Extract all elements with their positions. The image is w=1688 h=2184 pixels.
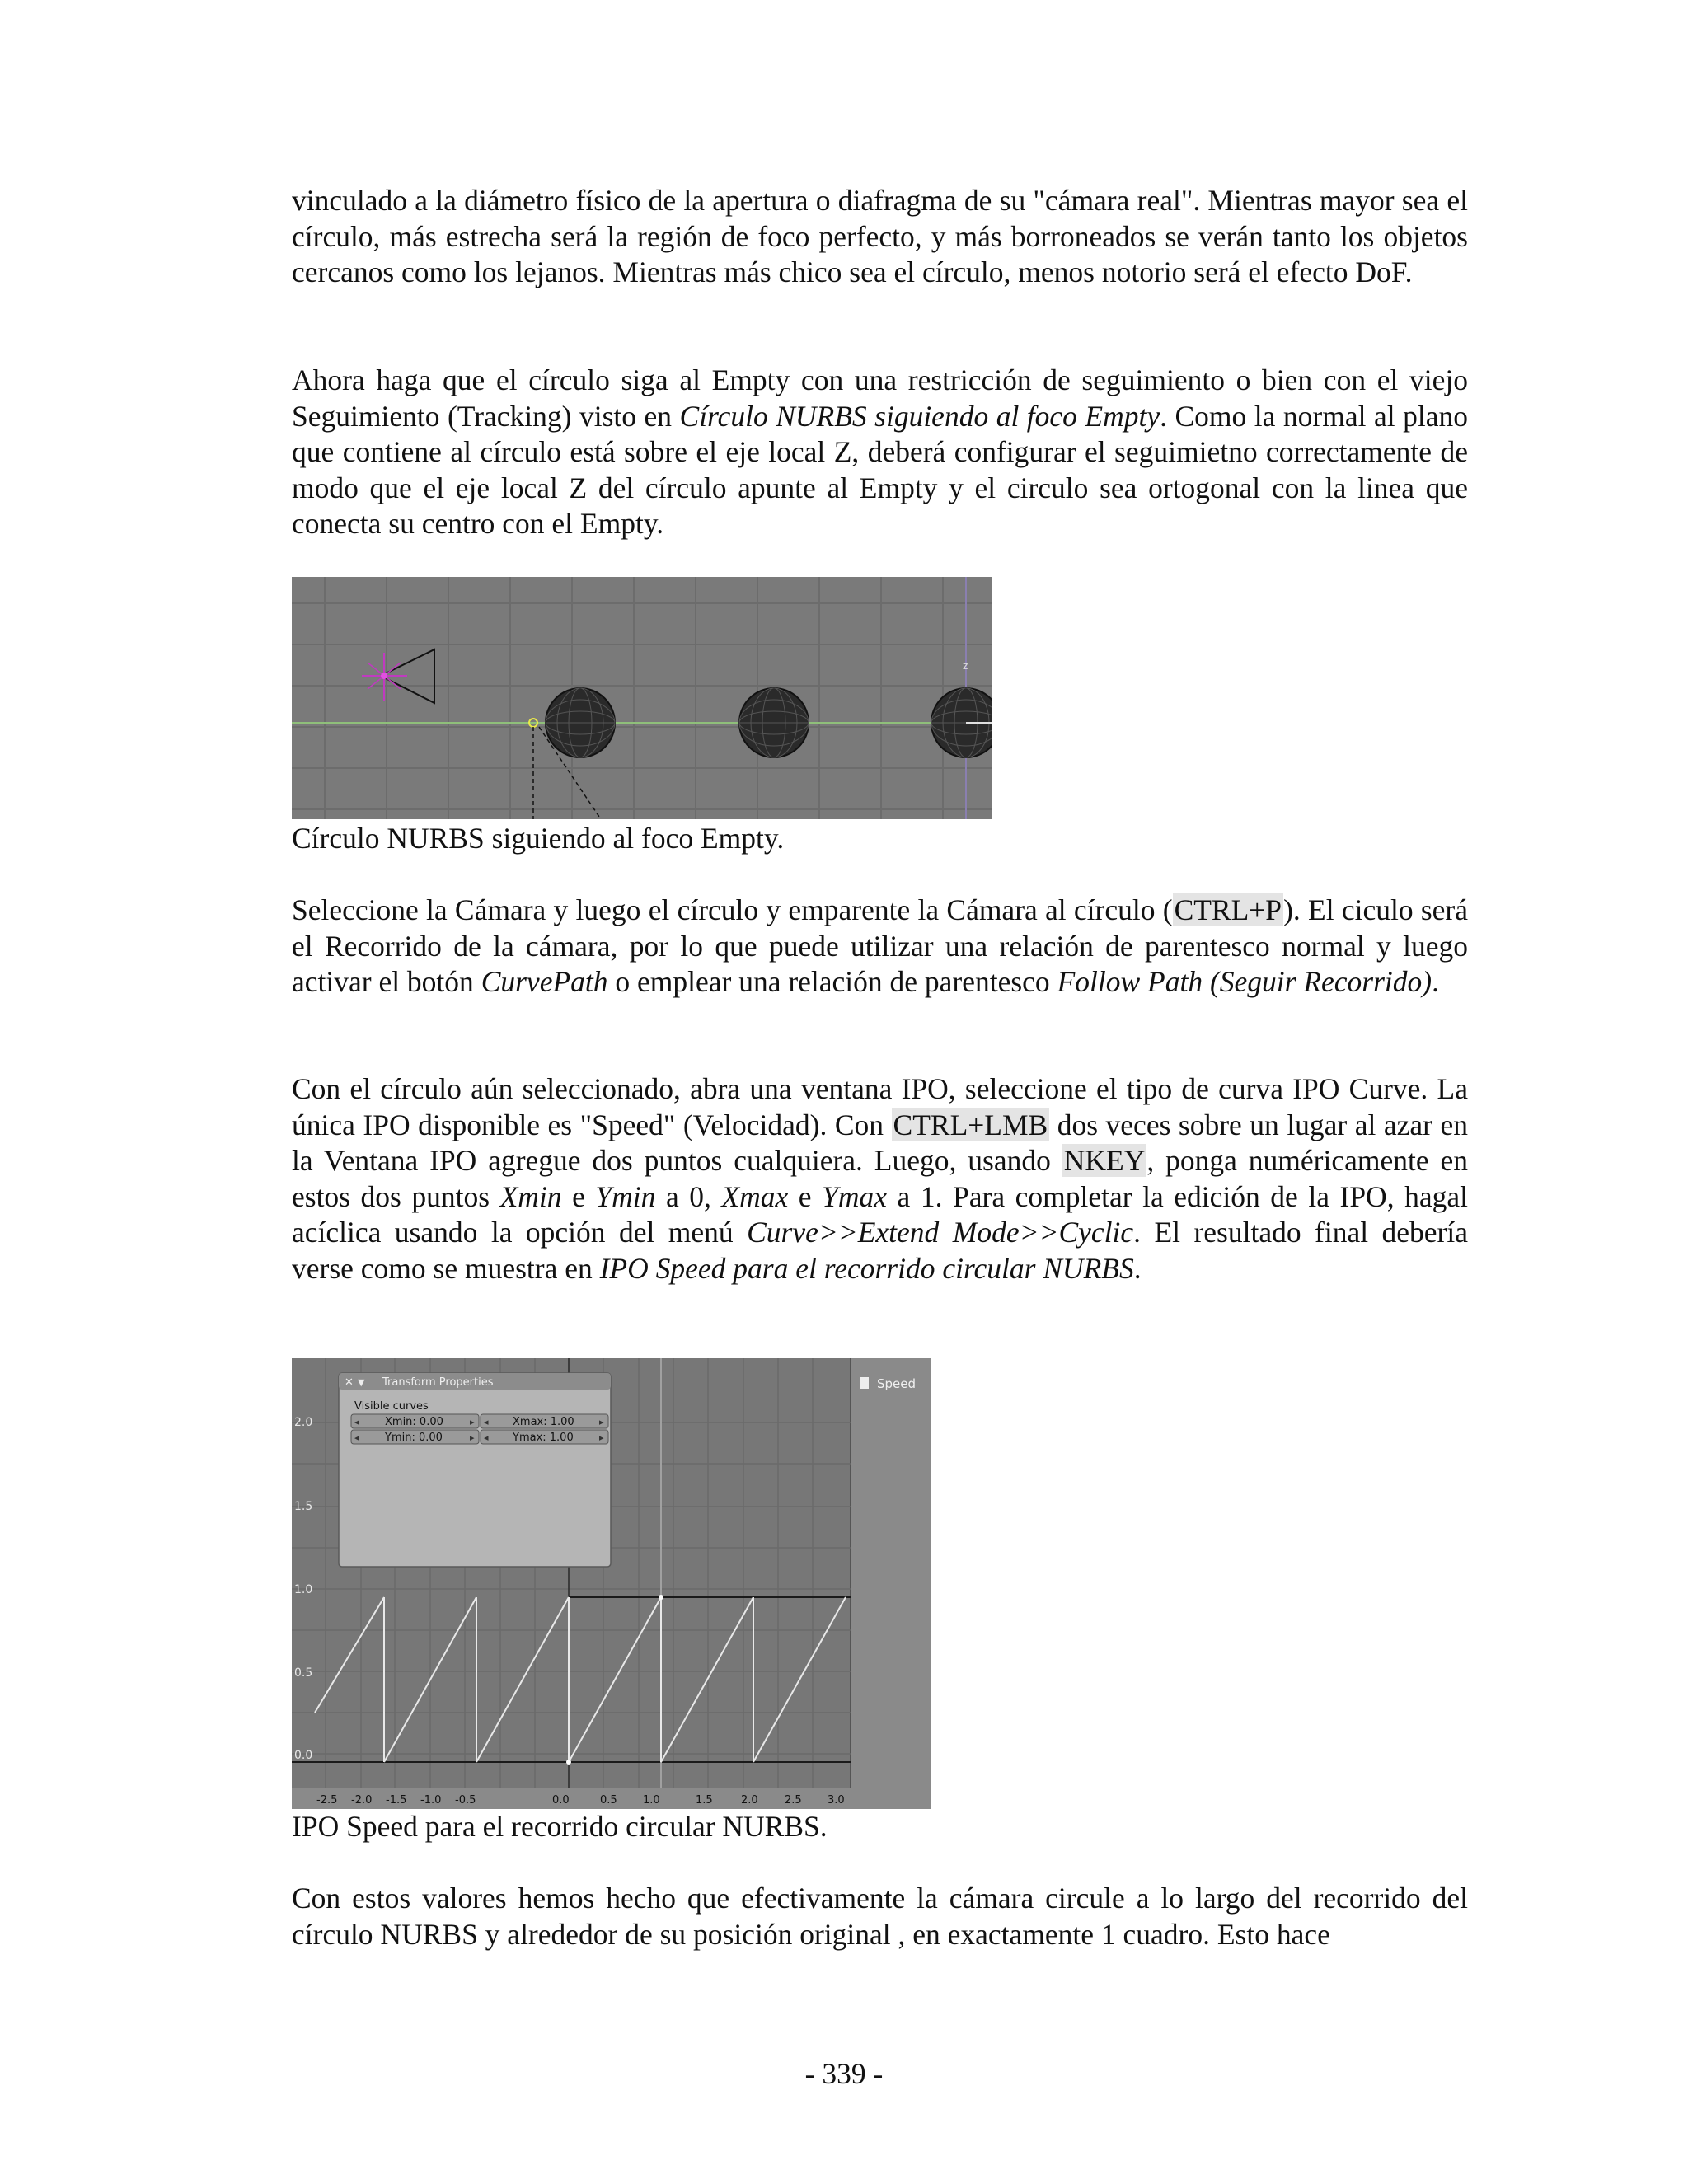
collapse-icon[interactable]: ▼ (358, 1377, 365, 1388)
paragraph-3-text-2: ). El ciculo será el Recorrido de la cámara, por lo que puede utilizar una relación de parentesco normal y luego activar el botón (292, 893, 1468, 999)
decrement-icon[interactable]: ◂ (484, 1417, 489, 1427)
increment-icon[interactable]: ▸ (470, 1417, 475, 1427)
paragraph-3-text: Seleccione la Cámara y luego el círculo y emparente la Cámara al círculo ( (292, 893, 1173, 926)
figure-nurbs-viewport (292, 577, 992, 819)
increment-icon[interactable]: ▸ (470, 1432, 475, 1443)
xmax-value: Xmax: 1.00 (513, 1416, 574, 1428)
x-ruler (292, 1788, 851, 1809)
paragraph-2 (292, 363, 1468, 542)
figure-2-reference: IPO Speed para el recorrido circular NURBS (599, 1251, 1134, 1285)
x-tick-label: -2.0 (351, 1794, 373, 1807)
key-point-end[interactable] (659, 1595, 663, 1600)
xmin-term: Xmin (499, 1179, 562, 1213)
close-icon[interactable]: ✕ (345, 1376, 354, 1389)
y-tick-label: 1.0 (294, 1583, 313, 1596)
paragraph-4-text-2: dos veces sobre un lugar al azar en la Ventana IPO agregue dos puntos cualquiera. Luego, usando (292, 1108, 1469, 1178)
ipo-editor-window (292, 1358, 931, 1809)
decrement-icon[interactable]: ◂ (484, 1432, 489, 1443)
key-point-start[interactable] (566, 1760, 571, 1765)
follow-path-term: Follow Path (Seguir Recorrido) (1057, 965, 1432, 999)
x-tick-label: -1.0 (420, 1794, 442, 1807)
speed-color-swatch[interactable] (860, 1377, 869, 1389)
paragraph-3-text-4: . (1432, 965, 1439, 999)
menu-path-term: Curve>>Extend Mode>>Cyclic (747, 1216, 1134, 1249)
ymin-term: Ymin (595, 1179, 656, 1213)
y-tick-label: 2.0 (294, 1416, 313, 1429)
decrement-icon[interactable]: ◂ (354, 1432, 359, 1443)
paragraph-4-text-7: a 1. Para completar la edición de la IPO, hagal acíclica usando la opción del menú (292, 1179, 1468, 1249)
ymax-term: Ymax (822, 1179, 887, 1213)
paragraph-2-text: Ahora haga que el círculo siga al Empty con una restricción de seguimiento o bien con el viejo Seguimiento (Tracking) visto en (292, 363, 1468, 433)
transform-properties-panel[interactable] (339, 1373, 611, 1567)
x-tick-label: 0.0 (552, 1794, 570, 1807)
y-tick-label: 0.0 (294, 1749, 313, 1762)
ymax-value: Ymax: 1.00 (513, 1432, 574, 1444)
decrement-icon[interactable]: ◂ (354, 1417, 359, 1427)
sphere-1 (546, 688, 615, 757)
x-tick-label: 3.0 (828, 1794, 845, 1807)
sphere-2 (739, 688, 809, 757)
x-tick-label: -0.5 (455, 1794, 476, 1807)
shortcut-ctrl-lmb: CTRL+LMB (893, 1108, 1048, 1141)
page-number: - 339 - (804, 2057, 884, 2090)
paragraph-1: vinculado a la diámetro físico de la apertura o diafragma de su "cámara real". Mientras mayor sea el círculo, más estrecha será la región de foco perfecto, y más borroneados se verán tanto los objetos cercanos como los lejanos. Mientras más chico sea el círculo, menos notorio será el efecto DoF. (292, 184, 1468, 289)
increment-icon[interactable]: ▸ (599, 1432, 604, 1443)
x-tick-label: 2.5 (785, 1794, 802, 1807)
paragraph-4-text-6: e (788, 1179, 823, 1213)
viewport-3d (292, 577, 992, 819)
y-tick-label: 0.5 (294, 1666, 313, 1680)
xmin-value: Xmin: 0.00 (385, 1416, 443, 1428)
paragraph-4-text-8: . El resultado final debería verse como se muestra en (292, 1216, 1468, 1285)
sphere-3 (931, 688, 992, 757)
x-tick-label: 2.0 (741, 1794, 758, 1807)
panel-title: Transform Properties (382, 1376, 494, 1389)
paragraph-5: Con estos valores hemos hecho que efectivamente la cámara circule a lo largo del recorrido del círculo NURBS y alrededor de su posición original , en exactamente 1 cuadro. Esto hace (292, 1882, 1468, 1951)
paragraph-4-text-5: a 0, (655, 1179, 722, 1213)
x-tick-label: 1.5 (696, 1794, 713, 1807)
shortcut-ctrl-p: CTRL+P (1174, 893, 1282, 926)
ipo-channel-sidebar (851, 1358, 931, 1809)
shortcut-nkey: NKEY (1063, 1144, 1146, 1178)
x-tick-label: -2.5 (316, 1794, 338, 1807)
paragraph-4-text-3: , ponga numéricamente en estos dos puntos (292, 1144, 1468, 1213)
paragraph-4-text: Con el círculo aún seleccionado, abra una ventana IPO, seleccione el tipo de curva IPO Curve. La única IPO disponible es "Speed" (Velocidad). Con (292, 1072, 1468, 1141)
z-axis-label: z (963, 660, 968, 672)
x-tick-label: 1.0 (643, 1794, 660, 1807)
figure-reference: Círculo NURBS siguiendo al foco Empty (679, 399, 1160, 433)
paragraph-2-text-end: . Como la normal al plano que contiene al círculo está sobre el eje local Z, deberá configurar el seguimietno correctamente de modo que el eje local Z del círculo apunte al Empty y el circulo sea ortogonal con la linea que conecta su centro con el Empty. (292, 399, 1468, 541)
figure-2-caption: IPO Speed para el recorrido circular NURBS. (292, 1810, 828, 1843)
visible-curves-label: Visible curves (354, 1400, 429, 1413)
paragraph-4-text-4: e (561, 1179, 596, 1213)
ymin-value: Ymin: 0.00 (385, 1432, 443, 1444)
paragraph-4 (292, 1071, 1468, 1287)
figure-ipo-editor (292, 1358, 931, 1809)
x-tick-label: 0.5 (600, 1794, 617, 1807)
x-tick-label: -1.5 (386, 1794, 407, 1807)
increment-icon[interactable]: ▸ (599, 1417, 604, 1427)
curvepath-term: CurvePath (481, 965, 608, 999)
paragraph-4-text-9: . (1133, 1251, 1142, 1285)
xmax-term: Xmax (721, 1179, 789, 1213)
paragraph-3 (292, 893, 1468, 1001)
figure-1-caption: Círculo NURBS siguiendo al foco Empty. (292, 822, 785, 855)
speed-channel-label[interactable]: Speed (877, 1376, 917, 1391)
paragraph-3-text-3: o emplear una relación de parentesco (607, 965, 1057, 999)
viewport-background (292, 577, 992, 819)
y-tick-label: 1.5 (294, 1500, 313, 1513)
